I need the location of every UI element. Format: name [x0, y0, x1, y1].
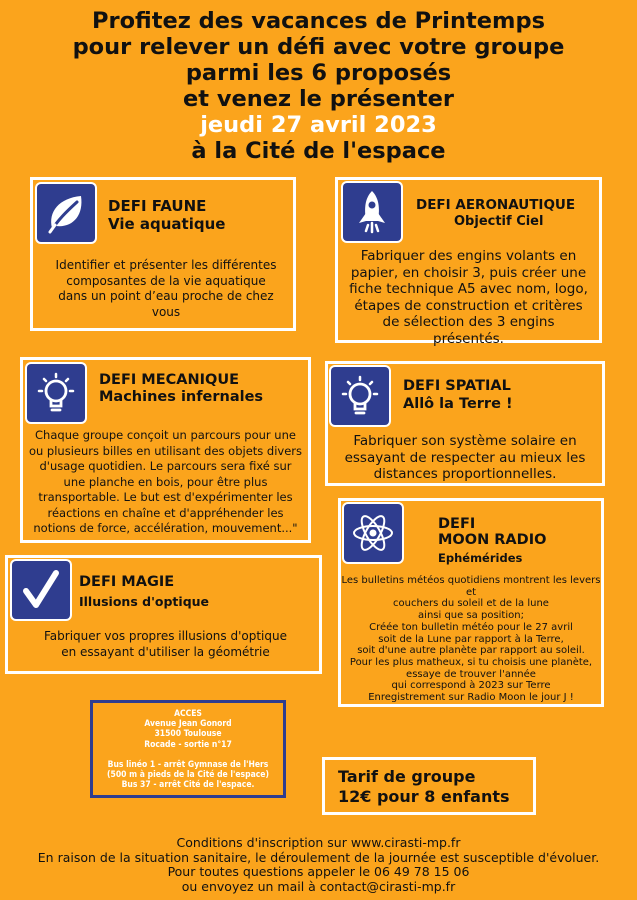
acces-line: Avenue Jean Gonord: [144, 719, 232, 730]
acces-line: 31500 Toulouse: [154, 729, 222, 740]
header-line-3: parmi les 6 proposés: [185, 60, 452, 86]
moon-line: couchers du soleil et de la lune: [393, 598, 549, 610]
defi-magie-card: [5, 555, 322, 674]
defi-meca-card: [20, 357, 311, 543]
acces-line: [93, 750, 283, 760]
defi-spatial-subtitle: Allô la Terre !: [403, 396, 513, 412]
moon-line: Pour les plus matheux, si tu choisis une planète,: [349, 656, 593, 668]
acces-line: Bus 37 - arrêt Cité de l'espace.: [121, 780, 255, 791]
acces-line: (500 m à pieds de la Cité de l'espace): [107, 770, 269, 781]
tarif-line-1: Tarif de groupe: [338, 767, 476, 786]
lightbulb-icon: [331, 367, 389, 425]
moon-line: essaye de trouver l'année: [406, 668, 536, 680]
moon-line: soit d'une autre planète par rapport au soleil.: [357, 645, 585, 657]
tarif-box: [322, 757, 536, 815]
defi-magie-subtitle: Illusions d'optique: [79, 594, 210, 609]
moon-line: Créée ton bulletin météo pour le 27 avril: [369, 621, 573, 633]
rocket-icon: [343, 183, 401, 241]
moon-line: soit de la Lune par rapport à la Terre,: [378, 633, 564, 645]
defi-faune-card: [30, 177, 296, 331]
defi-faune-body: Identifier et présenter les différentes composantes de la vie aquatique dans un point d’eau proche de chez vous: [55, 258, 277, 319]
defi-moon-body: [341, 575, 601, 704]
acces-box: [90, 700, 286, 798]
tarif-line-2: 12€ pour 8 enfants: [338, 787, 510, 806]
header-date: jeudi 27 avril 2023: [200, 112, 437, 138]
defi-moon-title-2: MOON RADIO: [438, 532, 547, 548]
defi-faune-title: DEFI FAUNE: [108, 197, 207, 215]
footer-phone: Pour toutes questions appeler le 06 49 78 15 06: [167, 864, 470, 879]
footer-email: ou envoyez un mail à contact@cirasti-mp.fr: [181, 878, 456, 894]
lightbulb-icon: [27, 364, 85, 422]
defi-meca-body: Chaque groupe conçoit un parcours pour une ou plusieurs billes en utilisant des objets divers d'usage quotidien. Le parcours sera fixé sur une planche en bois, pour être plus transportable. Le but est d'expérimenter les réactions en chaîne et d'appréhender les notions de force, accélération, mouvement...": [28, 428, 303, 535]
atom-icon: [344, 504, 402, 562]
footer-inscription: Conditions d'inscription sur www.cirasti-mp.fr: [176, 835, 461, 850]
header-line-1: Profitez des vacances de Printemps: [92, 8, 545, 34]
moon-line: ainsi que sa position;: [418, 610, 524, 622]
defi-meca-subtitle: Machines infernales: [99, 389, 264, 405]
defi-spatial-card: [325, 361, 605, 486]
defi-aero-subtitle: Objectif Ciel: [454, 214, 544, 229]
header-line-4: et venez le présenter: [182, 86, 455, 112]
acces-line: Rocade - sortie n°17: [144, 739, 232, 750]
moon-line: qui correspond à 2023 sur Terre: [391, 680, 551, 692]
header-line-6: à la Cité de l'espace: [191, 138, 446, 164]
checkmark-icon: [12, 561, 70, 619]
moon-line: Enregistrement sur Radio Moon le jour J !: [368, 692, 574, 704]
acces-line: Bus linéo 1 - arrêt Gymnase de l'Hers: [107, 760, 269, 770]
defi-meca-title: DEFI MECANIQUE: [99, 372, 240, 388]
header-line-2: pour relever un défi avec votre groupe: [72, 34, 565, 60]
footer: [0, 836, 637, 894]
defi-faune-subtitle: Vie aquatique: [108, 215, 226, 233]
defi-aero-title: DEFI AERONAUTIQUE: [416, 197, 576, 213]
leaf-icon: [37, 184, 95, 242]
footer-sanitaire: En raison de la situation sanitaire, le déroulement de la journée est susceptible d'évoluer.: [37, 849, 600, 865]
header: [0, 8, 637, 164]
acces-line: ACCES: [174, 709, 202, 719]
defi-spatial-title: DEFI SPATIAL: [403, 378, 511, 394]
defi-aero-card: [335, 177, 602, 347]
defi-moon-subtitle: Ephémérides: [438, 551, 523, 565]
defi-moon-title-1: DEFI: [438, 516, 476, 532]
defi-moon-card: [338, 498, 604, 707]
moon-line: Les bulletins météos quotidiens montrent les levers et: [341, 575, 601, 598]
defi-aero-body: Fabriquer des engins volants en papier, en choisir 3, puis créer une fiche technique A5 avec nom, logo, étapes de construction et critères de sélection des 3 engins présentés.: [349, 248, 588, 347]
defi-spatial-body: Fabriquer son système solaire en essayant de respecter au mieux les distances proportionnelles.: [344, 433, 586, 482]
defi-magie-title: DEFI MAGIE: [79, 574, 175, 590]
defi-magie-body: Fabriquer vos propres illusions d'optique en essayant d'utiliser la géométrie: [44, 629, 287, 659]
